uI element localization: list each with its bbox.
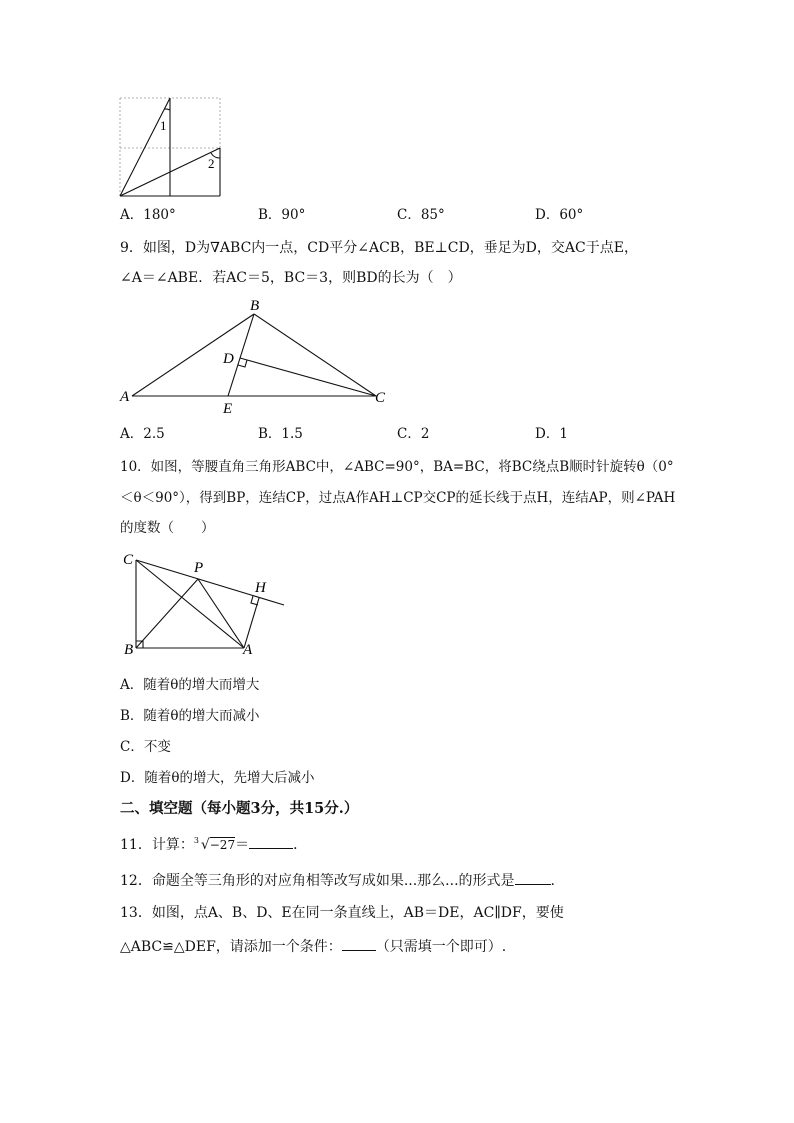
q9-option-b[interactable]: B．1.5 [258,426,303,442]
q8-option-a[interactable]: A．180° [120,207,176,223]
q9-label-d: D [223,351,234,367]
q11-radicand: −27 [209,838,236,852]
q9-label-a: A [120,389,130,405]
q9-figure [116,296,396,418]
q9-option-a[interactable]: A．2.5 [120,426,165,442]
q10-stem-line3: 的度数（ ） [120,520,215,536]
q8-figure [118,96,226,200]
q9-label-e: E [223,401,233,417]
q13-stem-line2: △ABC≌△DEF，请添加一个条件： （只需填一个即可）. [120,936,506,957]
q8-angle2-label: 2 [208,156,215,171]
q9-label-c: C [375,390,386,406]
q12-answer-blank[interactable] [515,870,551,885]
q10-option-d[interactable]: D．随着θ的增大，先增大后减小 [120,770,315,786]
q9-label-b: B [250,298,260,314]
q10-label-p: P [194,560,204,576]
q13-answer-blank[interactable] [342,936,376,951]
q10-option-c[interactable]: C．不变 [120,739,171,755]
q10-figure [118,548,294,660]
q11-root-index: 3 [193,836,199,845]
q8-option-b[interactable]: B．90° [258,207,306,223]
q10-stem-line2: ＜θ＜90°），得到BP，连结CP，过点A作AH⊥CP交CP的延长线于点H，连结AP，则∠PAH [120,490,676,506]
q10-label-c: C [123,552,134,568]
section2-title: 二、填空题（每小题3分，共15分.） [120,800,359,817]
q9-stem-line1: 9．如图，D为∇ABC内一点，CD平分∠ACB，BE⊥CD，垂足为D，交AC于点E， [120,240,638,256]
q10-label-a: A [243,642,253,658]
q11-radical-sign: √ [200,837,210,853]
q12-stem: 12．命题全等三角形的对应角相等改写成如果...那么...的形式是 . [120,870,555,891]
q10-option-b[interactable]: B．随着θ的增大而减小 [120,708,260,724]
q10-option-a[interactable]: A．随着θ的增大而增大 [120,677,260,693]
q11-stem: 11．计算： 3 √−27＝ ． [120,834,307,855]
q9-stem-line2: ∠A＝∠ABE．若AC＝5，BC＝3，则BD的长为（ ） [120,270,462,286]
q8-option-c[interactable]: C．85° [397,207,445,223]
q10-stem-line1: 10．如图，等腰直角三角形ABC中，∠ABC=90°，BA=BC，将BC绕点B顺时针旋转θ（0° [120,459,674,475]
q13-stem-line1: 13．如图，点A、B、D、E在同一条直线上，AB＝DE，AC∥DF，要使 [120,905,564,921]
q8-option-d[interactable]: D．60° [535,207,584,223]
q8-angle1-label: 1 [160,118,167,133]
q11-cube-root [194,835,235,855]
q9-option-d[interactable]: D．1 [535,426,568,442]
q10-label-b: B [124,642,134,658]
q11-answer-blank[interactable] [249,834,293,849]
q9-option-c[interactable]: C．2 [397,426,430,442]
q10-label-h: H [255,580,266,596]
